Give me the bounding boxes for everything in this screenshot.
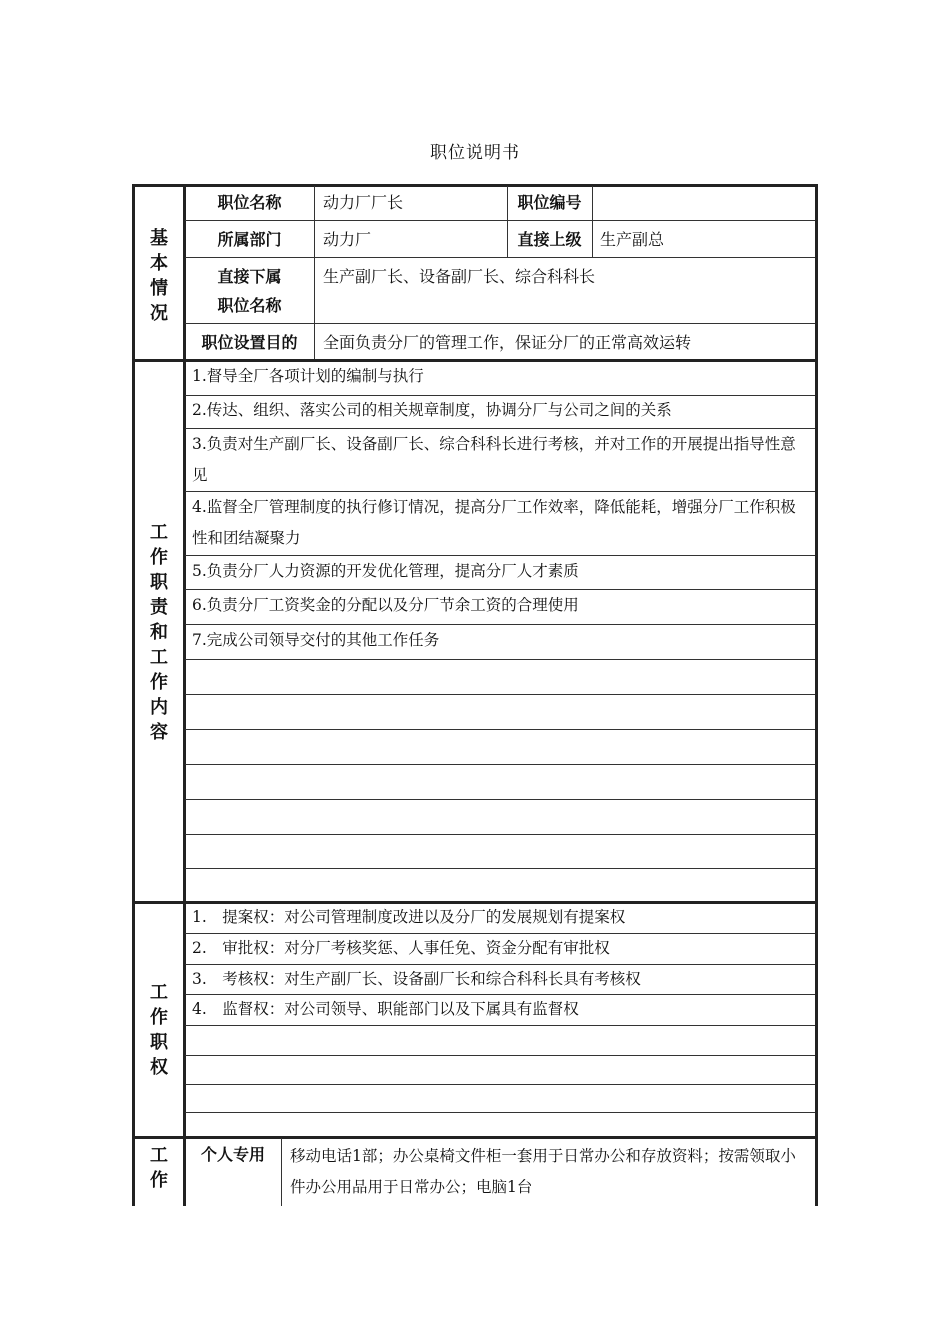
superior-label: 直接上级 <box>517 230 582 249</box>
duty-item-1: 1.督导全厂各项计划的编制与执行 <box>192 367 424 385</box>
duty-item-7: 7.完成公司领导交付的其他工作任务 <box>192 631 440 649</box>
duty-item-5: 5.负责分厂人力资源的开发优化管理，提高分厂人才素质 <box>192 562 579 580</box>
personal-use-value: 移动电话1部；办公桌椅文件柜一套用于日常办公和存放资料；按需领取小件办公用品用于日常办公；电脑1台 <box>290 1147 796 1196</box>
purpose-value: 全面负责分厂的管理工作，保证分厂的正常高效运转 <box>323 333 692 352</box>
authority-item-4: 4. 监督权：对公司领导、职能部门以及下属具有监督权 <box>192 1000 579 1018</box>
purpose-label: 职位设置目的 <box>201 333 298 352</box>
duties-section-label: 工作职责和工作内容 <box>150 522 168 743</box>
subordinate-label-line2: 职位名称 <box>217 296 282 315</box>
subordinate-label-line1: 直接下属 <box>217 267 282 286</box>
authority-section-label: 工作职权 <box>150 982 168 1078</box>
duty-item-2: 2.传达、组织、落实公司的相关规章制度，协调分厂与公司之间的关系 <box>192 401 672 419</box>
duty-item-3: 3.负责对生产副厂长、设备副厂长、综合科科长进行考核，并对工作的开展提出指导性意见 <box>192 435 796 484</box>
dept-value: 动力厂 <box>323 230 372 249</box>
authority-item-1: 1. 提案权：对公司管理制度改进以及分厂的发展规划有提案权 <box>192 908 626 926</box>
pos-code-label: 职位编号 <box>517 193 582 212</box>
basic-section-label: 基本情况 <box>150 228 168 324</box>
superior-value: 生产副总 <box>600 230 665 249</box>
authority-item-2: 2. 审批权：对分厂考核奖惩、人事任免、资金分配有审批权 <box>192 939 610 957</box>
duty-item-4: 4.监督全厂管理制度的执行修订情况，提高分厂工作效率，降低能耗，增强分厂工作积极性和团结凝聚力 <box>192 498 796 547</box>
personal-use-label: 个人专用 <box>200 1145 265 1164</box>
document-title: 职位说明书 <box>430 143 520 163</box>
pos-name-value: 动力厂厂长 <box>323 193 404 212</box>
authority-item-3: 3. 考核权：对生产副厂长、设备副厂长和综合科科长具有考核权 <box>192 970 641 988</box>
tools-section-label: 工作 <box>150 1145 168 1191</box>
dept-label: 所属部门 <box>217 230 282 249</box>
subordinate-value: 生产副厂长、设备副厂长、综合科科长 <box>323 267 596 286</box>
pos-name-label: 职位名称 <box>217 193 282 212</box>
duty-item-6: 6.负责分厂工资奖金的分配以及分厂节余工资的合理使用 <box>192 596 579 614</box>
